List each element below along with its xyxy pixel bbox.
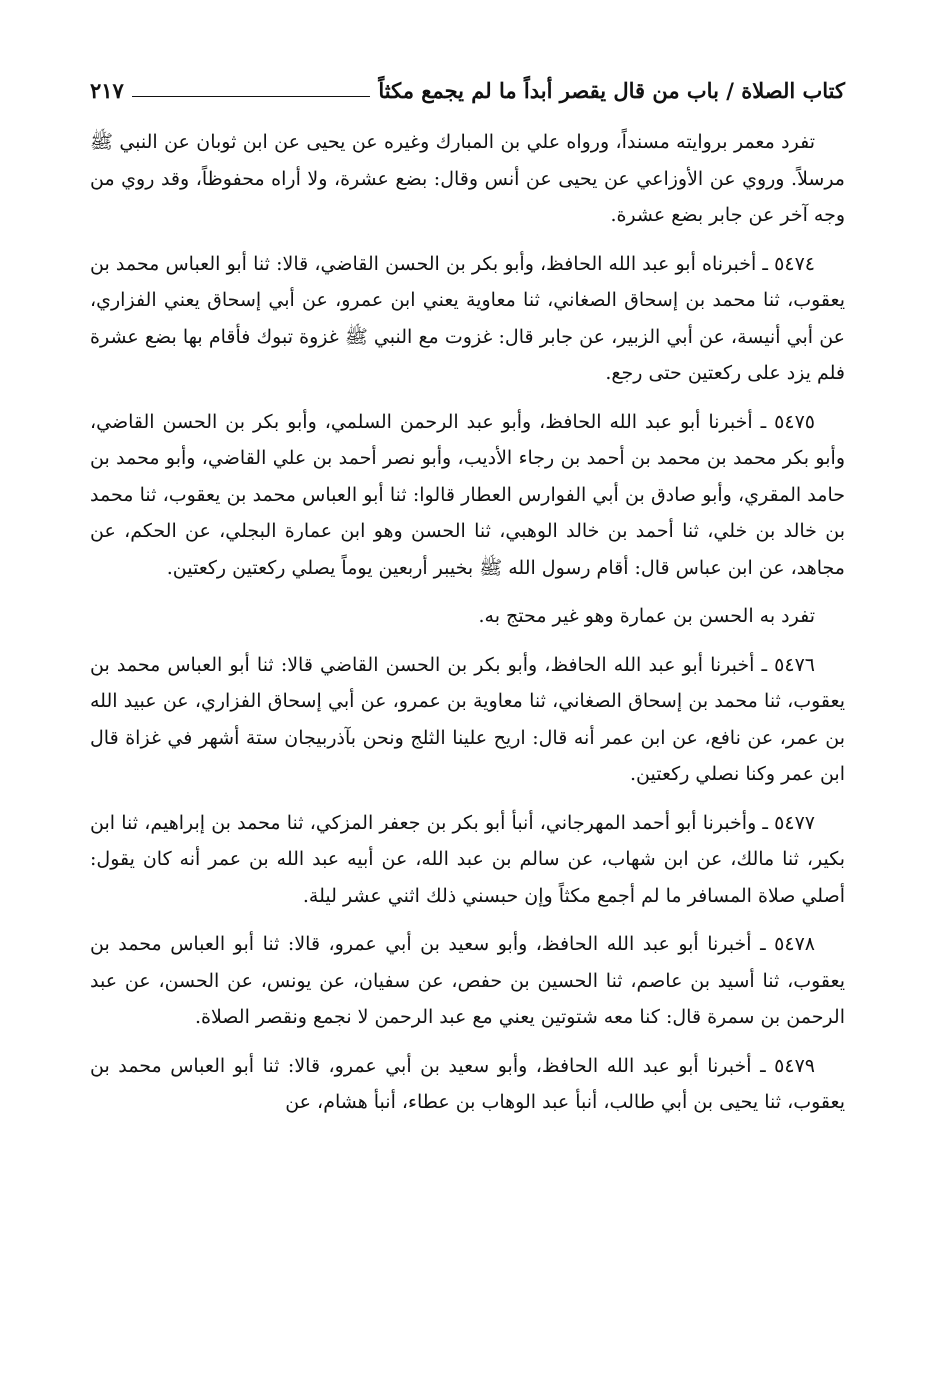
running-header — [90, 72, 845, 106]
hadith-5476: ٥٤٧٦ ـ أخبرنا أبو عبد الله الحافظ، وأبو بكر بن الحسن القاضي قالا: ثنا أبو العباس محمد بن يعقوب، ثنا محمد بن إسحاق الصغاني، ثنا معاوية بن عمرو، عن أبي إسحاق الفزاري، عن عبيد الله بن عمر، عن نافع، عن ابن عمر أنه قال: اريح علينا الثلج ونحن بآذربيجان ستة أشهر في غزاة قال ابن عمر وكنا نصلي ركعتين. — [90, 653, 845, 785]
note-paragraph: تفرد به الحسن بن عمارة وهو غير محتج به. — [478, 605, 815, 627]
page-body — [90, 124, 845, 1121]
chapter-title: كتاب الصلاة / باب من قال يقصر أبداً ما لم يجمع مكثاً — [378, 78, 845, 103]
hadith-5479: ٥٤٧٩ ـ أخبرنا أبو عبد الله الحافظ، وأبو سعيد بن أبي عمرو، قالا: ثنا أبو العباس محمد بن يعقوب، ثنا يحيى بن أبي طالب، أنبأ عبد الوهاب بن عطاء، أنبأ هشام، عن — [90, 1054, 845, 1113]
book-page — [90, 72, 845, 1133]
header-rule — [132, 96, 371, 97]
hadith-5475: ٥٤٧٥ ـ أخبرنا أبو عبد الله الحافظ، وأبو عبد الرحمن السلمي، وأبو بكر بن الحسن القاضي، وأبو بكر محمد بن محمد بن أحمد بن رجاء الأديب، وأبو نصر أحمد بن علي القاضي، وأبو محمد بن حامد المقري، وأبو صادق بن أبي الفوارس العطار قالوا: ثنا أبو العباس محمد بن يعقوب، ثنا محمد بن خالد بن خلي، ثنا أحمد بن خالد الوهبي، ثنا الحسن وهو ابن عمارة البجلي، عن الحكم، عن مجاهد، عن ابن عباس قال: أقام رسول الله ﷺ بخيبر أربعين يوماً يصلي ركعتين ركعتين. — [90, 410, 845, 579]
hadith-5477: ٥٤٧٧ ـ وأخبرنا أبو أحمد المهرجاني، أنبأ أبو بكر بن جعفر المزكي، ثنا محمد بن إبراهيم، ثنا ابن بكير، ثنا مالك، عن ابن شهاب، عن سالم بن عبد الله، عن أبيه عبد الله بن عمر أنه كان يقول: أصلي صلاة المسافر ما لم أجمع مكثاً وإن حبسني ذلك اثني عشر ليلة. — [90, 811, 845, 907]
hadith-5474: ٥٤٧٤ ـ أخبرناه أبو عبد الله الحافظ، وأبو بكر بن الحسن القاضي، قالا: ثنا أبو العباس محمد بن يعقوب، ثنا محمد بن إسحاق الصغاني، ثنا معاوية يعني ابن عمرو، عن أبي إسحاق يعني الفزاري، عن أبي أنيسة، عن أبي الزبير، عن جابر قال: غزوت مع النبي ﷺ غزوة تبوك فأقام بها بضع عشرة فلم يزد على ركعتين حتى رجع. — [90, 252, 845, 384]
hadith-5478: ٥٤٧٨ ـ أخبرنا أبو عبد الله الحافظ، وأبو سعيد بن أبي عمرو، قالا: ثنا أبو العباس محمد بن يعقوب، ثنا أسيد بن عاصم، ثنا الحسين بن حفص، عن سفيان، عن يونس، عن الحسن، عن عبد الرحمن بن سمرة قال: كنا معه شتوتين يعني مع عبد الرحمن لا نجمع ونقصر الصلاة. — [90, 933, 845, 1028]
paragraph-intro: تفرد معمر بروايته مسنداً، ورواه علي بن المبارك وغيره عن يحيى عن ابن ثوبان عن النبي ﷺ مرسلاً. وروي عن الأوزاعي عن يحيى عن أنس وقال: بضع عشرة، ولا أراه محفوظاً، وقد روي من وجه آخر عن جابر بضع عشرة. — [90, 131, 845, 226]
page-number: ٢١٧ — [90, 78, 124, 103]
